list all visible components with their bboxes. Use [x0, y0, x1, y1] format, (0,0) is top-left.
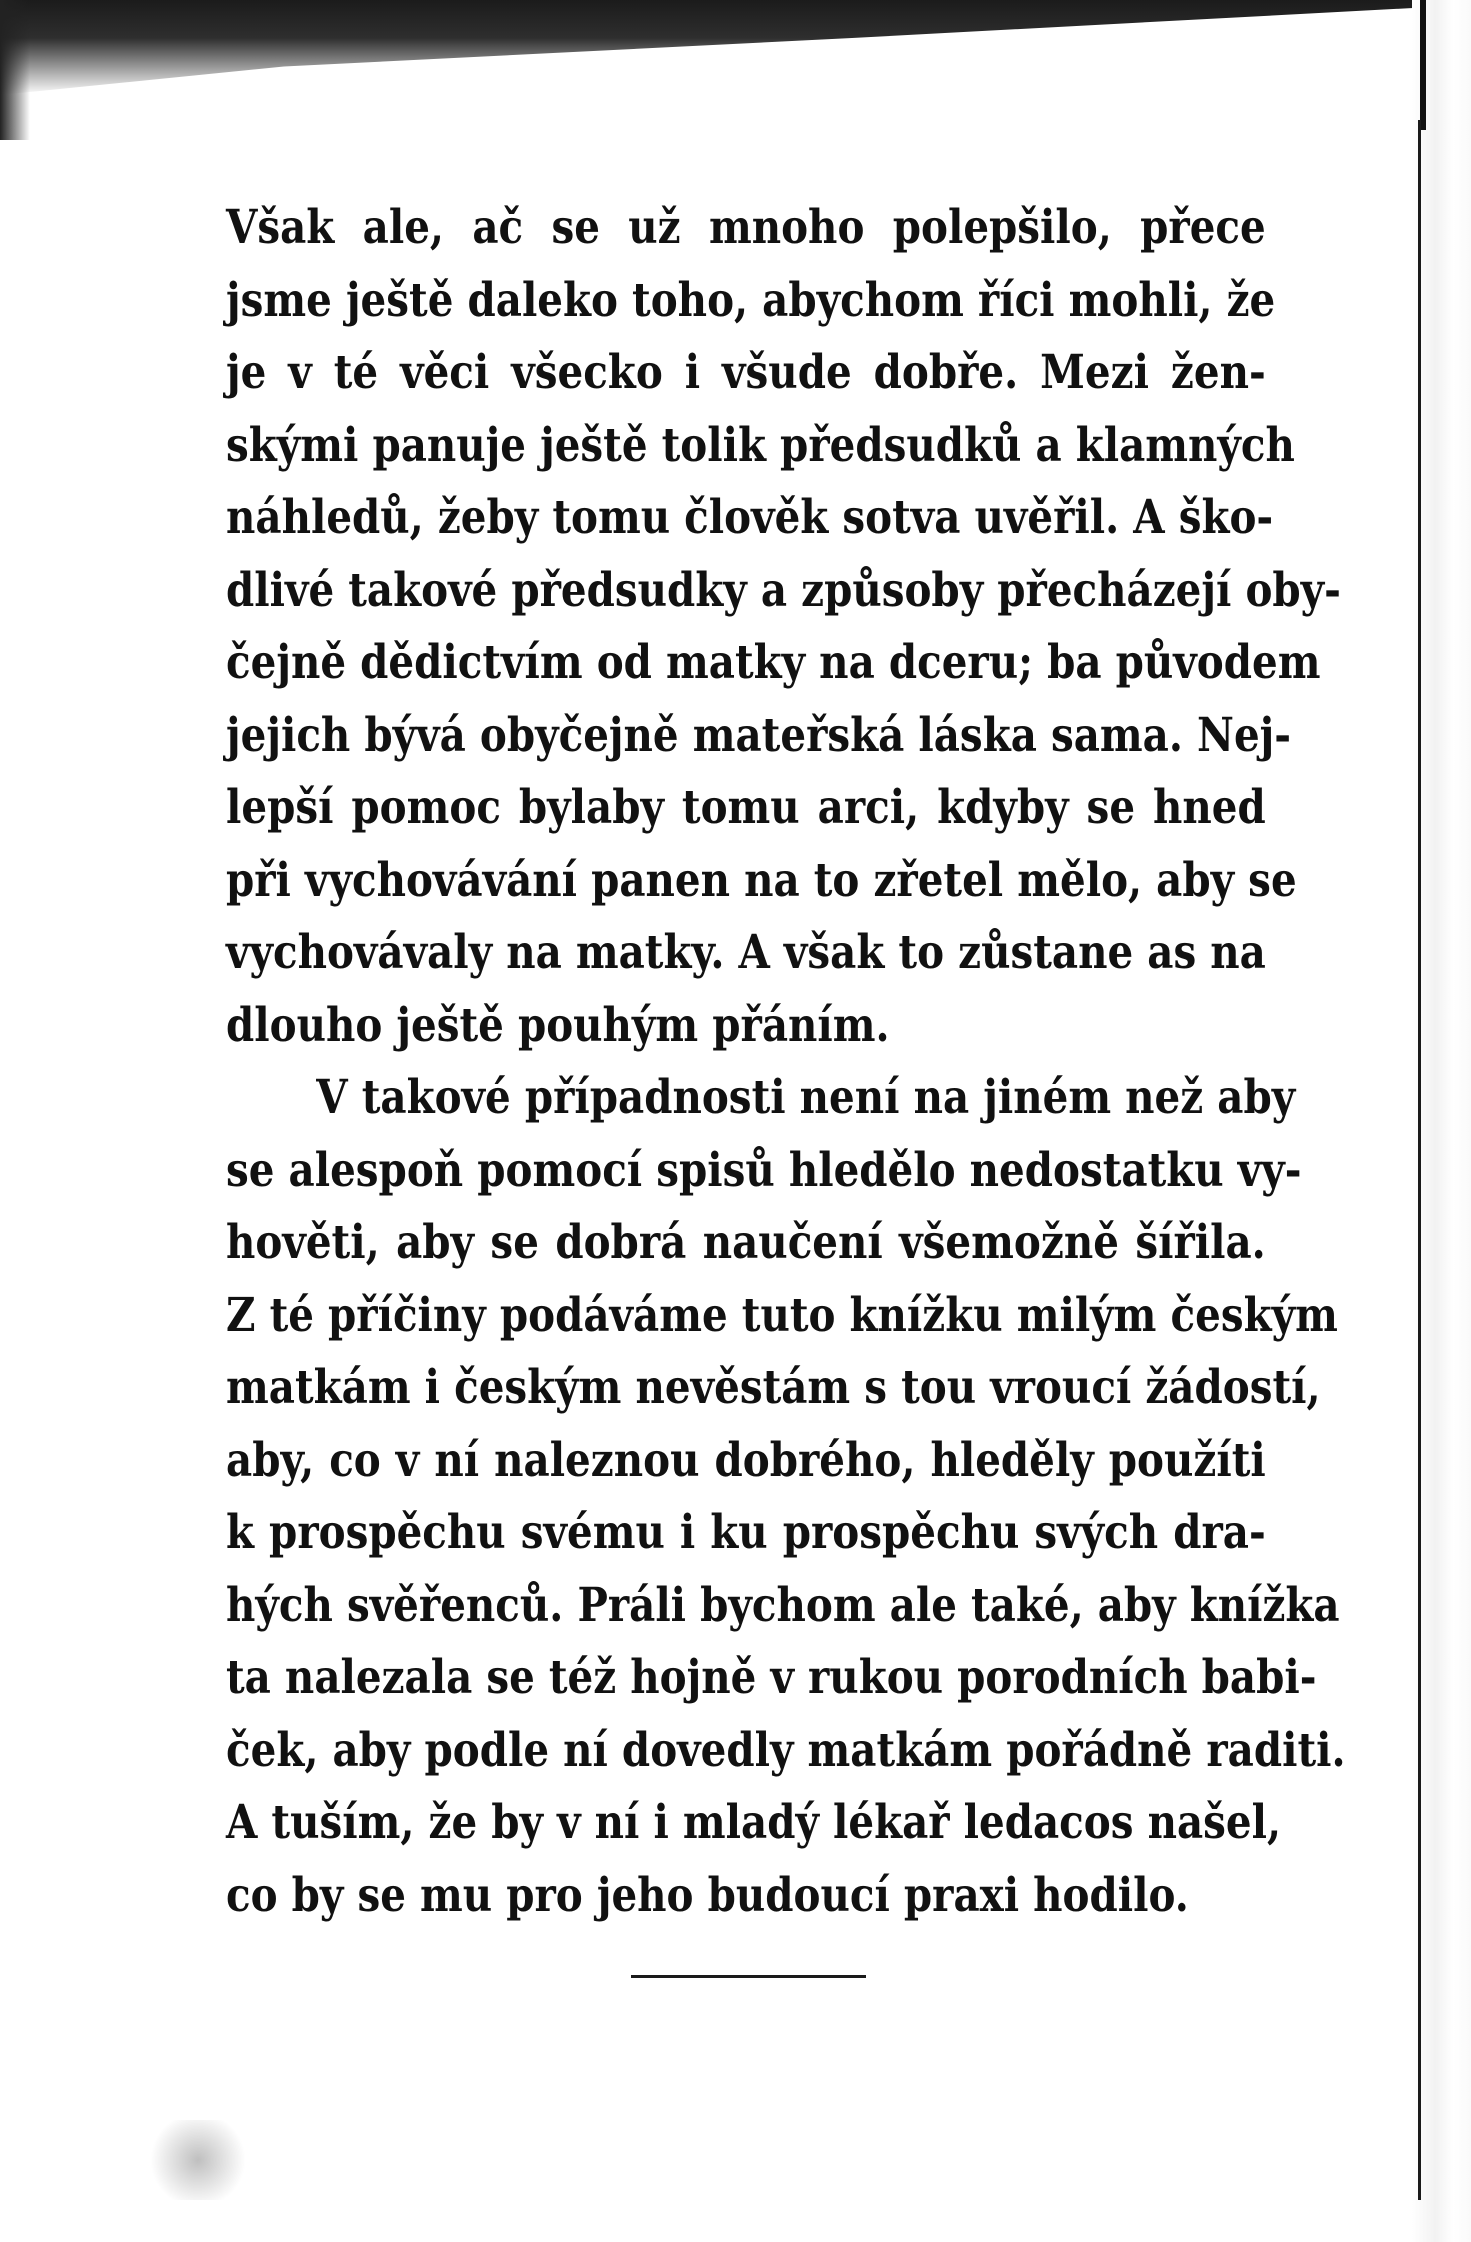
text-line: ta nalezala se též hojně v rukou porodních babi-	[226, 1650, 1317, 1705]
text-line: náhledů, žeby tomu člověk sotva uvěřil. A ško-	[226, 490, 1274, 545]
text-line: lepší pomoc bylaby tomu arci, kdyby se hned	[226, 780, 1266, 835]
text-line: jsme ještě daleko toho, abychom říci mohli, že	[226, 272, 1276, 328]
binding-edge-top-mark	[1420, 0, 1426, 130]
scan-specks	[150, 2120, 310, 2200]
body-text	[226, 192, 1346, 1932]
text-line: k prospěchu svému i ku prospěchu svých dra-	[226, 1505, 1266, 1560]
text-line: matkám i českým nevěstám s tou vroucí žádostí,	[226, 1360, 1321, 1415]
text-line: co by se mu pro jeho budoucí praxi hodilo.	[226, 1867, 1189, 1923]
text-line: aby, co v ní naleznou dobrého, hleděly použíti	[226, 1432, 1266, 1488]
scan-shadow-top	[0, 0, 1420, 95]
text-line: skými panuje ještě tolik předsudků a klamných	[226, 417, 1295, 473]
text-line: vychovávaly na matky. A však to zůstane as na	[226, 925, 1266, 980]
text-line: jejich bývá obyčejně mateřská láska sama. Nej-	[226, 707, 1292, 763]
scan-shadow-left	[0, 0, 30, 140]
text-line: je v té věci všecko i všude dobře. Mezi žen-	[226, 345, 1266, 400]
text-line: V takové případnosti není na jiném než aby	[316, 1070, 1296, 1125]
closing-rule	[631, 1975, 866, 1978]
text-line: ček, aby podle ní dovedly matkám pořádně raditi.	[226, 1722, 1346, 1778]
text-line: A tuším, že by v ní i mladý lékař ledacos našel,	[226, 1795, 1282, 1850]
text-line: čejně dědictvím od matky na dceru; ba původem	[226, 635, 1321, 690]
text-line: při vychovávání panen na to zřetel mělo, aby se	[226, 852, 1297, 908]
text-line: hověti, aby se dobrá naučení všemožně šířila.	[226, 1215, 1266, 1270]
text-line: dlivé takové předsudky a způsoby přecházejí oby-	[226, 562, 1341, 618]
text-line: dlouho ještě pouhým přáním.	[226, 997, 890, 1053]
text-line: hých svěřenců. Práli bychom ale také, aby knížka	[226, 1577, 1340, 1633]
text-line: Z té příčiny podáváme tuto knížku milým českým	[226, 1287, 1338, 1343]
binding-edge-line	[1418, 120, 1421, 2200]
text-line: Však ale, ač se už mnoho polepšilo, přece	[226, 200, 1266, 255]
text-line: se alespoň pomocí spisů hledělo nedostatku vy-	[226, 1142, 1302, 1198]
